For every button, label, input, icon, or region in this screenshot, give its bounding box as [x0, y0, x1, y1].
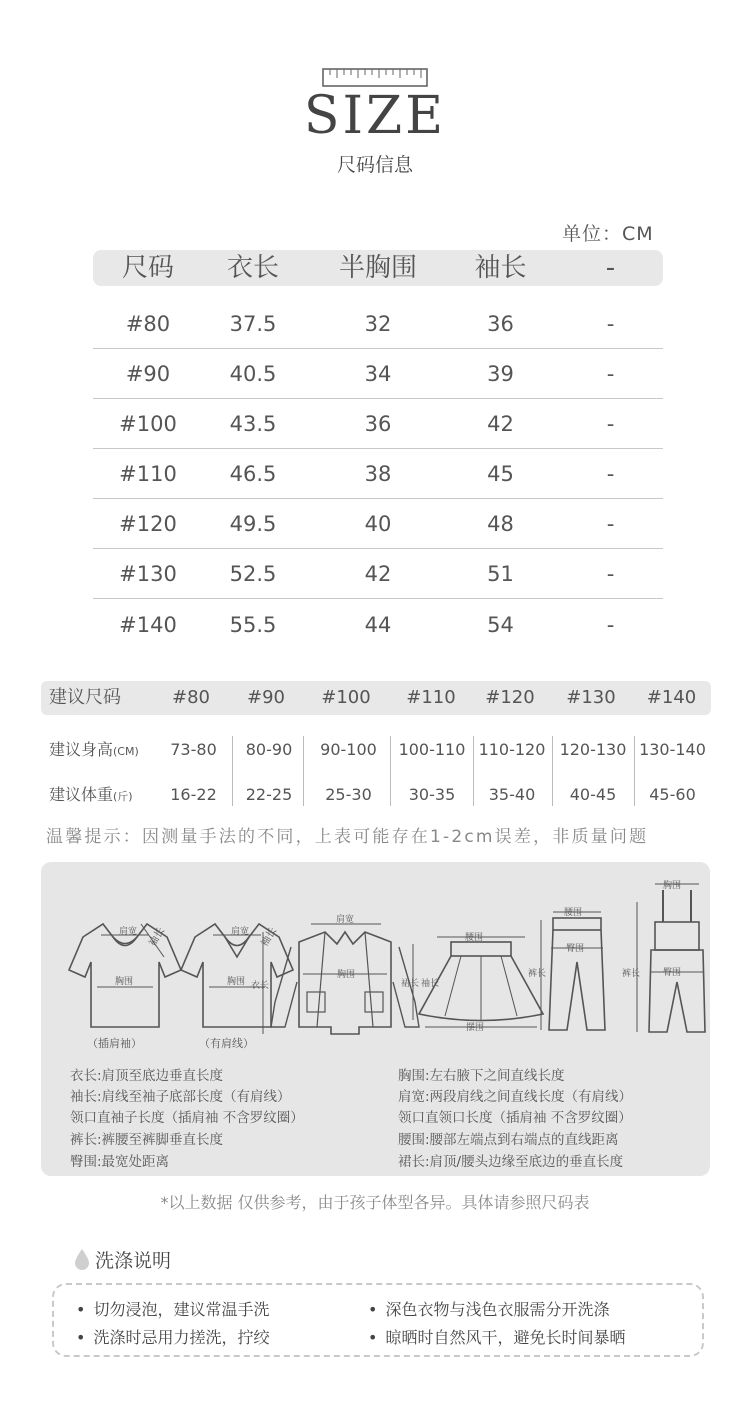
height-value: 110-120	[478, 740, 546, 759]
svg-text:肩宽: 肩宽	[231, 926, 250, 936]
cell-extra: -	[606, 462, 615, 486]
cell-chest: 34	[364, 362, 392, 386]
column-divider	[473, 736, 474, 806]
jacket-icon	[263, 924, 419, 1034]
garment-diagrams	[41, 862, 710, 1067]
table-row	[93, 449, 663, 499]
svg-text:袖长: 袖长	[421, 978, 440, 988]
recommend-table-header	[41, 681, 711, 715]
svg-text:（插肩袖）: （插肩袖）	[87, 1038, 142, 1050]
cell-chest: 40	[364, 512, 392, 536]
cell-length: 55.5	[229, 613, 277, 637]
cell-sleeve: 42	[487, 412, 514, 436]
cell-length: 43.5	[229, 412, 277, 436]
cell-length: 37.5	[229, 312, 277, 336]
column-divider	[232, 736, 233, 806]
height-value: 90-100	[320, 740, 377, 759]
recommend-size: #120	[485, 687, 535, 708]
svg-text:衣长: 衣长	[251, 980, 270, 990]
recommend-size: #140	[646, 687, 697, 708]
cell-sleeve: 51	[487, 562, 514, 586]
definition-text: 胸围:左右腋下之间直线长度	[398, 1068, 565, 1084]
cell-length: 40.5	[229, 362, 277, 386]
cell-size: #110	[119, 462, 177, 486]
size-table-header	[93, 250, 663, 286]
column-divider	[552, 736, 553, 806]
cell-extra: -	[606, 613, 615, 637]
svg-text:胸围: 胸围	[337, 969, 356, 979]
weight-value: 22-25	[245, 785, 293, 804]
height-value: 100-110	[398, 740, 466, 759]
svg-text:摆围: 摆围	[466, 1022, 485, 1032]
recommend-size: #100	[321, 687, 371, 708]
cell-size: #120	[119, 512, 177, 536]
recommend-weight-row	[41, 779, 711, 811]
svg-text:肩宽: 肩宽	[119, 926, 138, 936]
height-value: 120-130	[559, 740, 627, 759]
wash-item: • 洗涤时忌用力搓洗，拧绞	[76, 1325, 269, 1348]
header-length: 衣长	[226, 253, 279, 283]
recommend-size: #80	[172, 687, 210, 708]
weight-value: 40-45	[569, 785, 617, 804]
cell-size: #130	[119, 562, 177, 586]
recommend-size: #130	[566, 687, 616, 708]
weight-value: 16-22	[170, 785, 217, 804]
definition-text: 领口直领口长度（插肩袖 不含罗纹圈）	[398, 1110, 632, 1126]
cell-size: #140	[119, 613, 177, 637]
table-row	[93, 399, 663, 449]
cell-sleeve: 54	[487, 613, 514, 637]
svg-text:腰围: 腰围	[465, 932, 484, 942]
cell-length: 52.5	[229, 562, 277, 586]
cell-length: 46.5	[229, 462, 277, 486]
reference-note: *以上数据 仅供参考，由于孩子体型各异。具体请参照尺码表	[160, 1193, 590, 1212]
header-sleeve: 袖长	[474, 253, 527, 283]
header-size: 尺码	[121, 253, 174, 283]
svg-text:裤长: 裤长	[622, 968, 641, 978]
cell-length: 49.5	[229, 512, 277, 536]
cell-size: #100	[119, 412, 177, 436]
cell-extra: -	[606, 412, 615, 436]
cell-chest: 32	[364, 312, 392, 336]
overalls-icon	[637, 884, 705, 1032]
svg-text:臀围: 臀围	[566, 943, 585, 953]
svg-text:胸围: 胸围	[227, 976, 246, 986]
wash-title: 洗涤说明	[95, 1250, 172, 1272]
measurement-tip: 温馨提示：因测量手法的不同，上表可能存在1-2cm误差，非质量问题	[46, 827, 649, 847]
table-row	[93, 299, 663, 349]
cell-extra: -	[606, 562, 615, 586]
definition-text: 肩宽:两段肩线之间直线长度（有肩线）	[398, 1089, 633, 1105]
definition-text: 袖长:肩线至袖子底部长度（有肩线）	[70, 1089, 291, 1105]
cell-size: #90	[125, 362, 171, 386]
table-row	[93, 549, 663, 599]
recommend-size-label: 建议尺码	[49, 687, 121, 708]
weight-value: 45-60	[649, 785, 696, 804]
cell-extra: -	[606, 512, 615, 536]
svg-text:袖长: 袖长	[147, 925, 168, 949]
column-divider	[634, 736, 635, 806]
definition-text: 裤长:裤腰至裤脚垂直长度	[70, 1132, 224, 1148]
height-value: 73-80	[170, 740, 217, 759]
svg-text:胸围: 胸围	[663, 880, 682, 890]
definition-text: 领口直袖子长度（插肩袖 不含罗纹圈）	[70, 1110, 304, 1126]
svg-text:肩宽: 肩宽	[336, 914, 355, 924]
height-label: 建议身高(CM)	[49, 740, 139, 759]
cell-chest: 38	[364, 462, 392, 486]
cell-sleeve: 45	[487, 462, 514, 486]
table-row	[93, 499, 663, 549]
wash-item: • 深色衣物与浅色衣服需分开洗涤	[368, 1297, 609, 1320]
wash-item: • 切勿浸泡，建议常温手洗	[76, 1297, 269, 1320]
svg-text:裙长: 裙长	[401, 978, 420, 988]
cell-extra: -	[606, 312, 615, 336]
pants-icon	[541, 912, 605, 1030]
svg-text:腰围: 腰围	[564, 907, 583, 917]
svg-text:胸围: 胸围	[115, 976, 134, 986]
cell-sleeve: 36	[487, 312, 514, 336]
column-divider	[390, 736, 391, 806]
wash-item: • 晾晒时自然风干，避免长时间暴晒	[368, 1325, 625, 1348]
header-chest: 半胸围	[338, 253, 417, 283]
definition-text: 衣长:肩顶至底边垂直长度	[70, 1068, 224, 1084]
definition-text: 裙长:肩顶/腰头边缘至底边的垂直长度	[398, 1154, 624, 1170]
cell-extra: -	[606, 362, 615, 386]
definition-text: 臀围:最宽处距离	[70, 1154, 170, 1170]
height-value: 130-140	[639, 740, 706, 759]
weight-label: 建议体重(斤)	[49, 785, 133, 804]
definition-text: 腰围:腰部左端点到右端点的直线距离	[398, 1132, 619, 1148]
column-divider	[303, 736, 304, 806]
table-row	[93, 349, 663, 399]
cell-sleeve: 39	[487, 362, 514, 386]
ruler-icon	[322, 66, 428, 88]
svg-text:（有肩线）: （有肩线）	[199, 1038, 254, 1050]
recommend-height-row	[41, 734, 711, 766]
recommend-size: #110	[406, 687, 456, 708]
page-subtitle: 尺码信息	[336, 154, 413, 176]
cell-size: #80	[125, 312, 171, 336]
table-row	[93, 600, 663, 650]
cell-chest: 44	[364, 613, 392, 637]
cell-chest: 42	[364, 562, 392, 586]
recommend-size: #90	[247, 687, 285, 708]
svg-text:袖长: 袖长	[259, 925, 280, 949]
header-extra: -	[605, 253, 616, 283]
cell-chest: 36	[364, 412, 392, 436]
weight-value: 30-35	[408, 785, 456, 804]
svg-text:臀围: 臀围	[663, 967, 682, 977]
row-divider	[93, 598, 663, 600]
cell-sleeve: 48	[487, 512, 514, 536]
weight-value: 25-30	[325, 785, 372, 804]
height-value: 80-90	[245, 740, 293, 759]
unit-label: 单位：CM	[562, 223, 654, 245]
svg-text:裤长: 裤长	[528, 968, 547, 978]
page-title: SIZE	[303, 86, 447, 146]
weight-value: 35-40	[488, 785, 536, 804]
water-drop-icon	[74, 1248, 90, 1270]
